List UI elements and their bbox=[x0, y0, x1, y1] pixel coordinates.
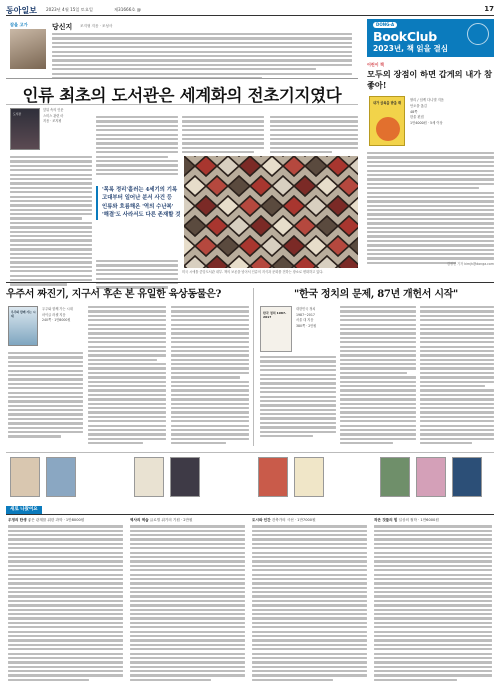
pull-quote-line: 고대부터 일어난 분서 사건 등 bbox=[102, 195, 172, 202]
article-column bbox=[10, 156, 92, 286]
new-book-column bbox=[8, 518, 123, 681]
divider bbox=[6, 514, 494, 515]
new-book-item bbox=[252, 518, 367, 523]
pull-quote-line: '해결'도 사라서도 다른 존재할 것 bbox=[102, 212, 181, 219]
new-books-tag: 새로 나왔어요 bbox=[6, 506, 42, 514]
book-cover bbox=[10, 108, 40, 150]
story2-meta-line: 우주와 함께 가는 시대 bbox=[42, 307, 73, 311]
new-book-blurb bbox=[8, 525, 123, 681]
article-column bbox=[96, 116, 178, 175]
kids-cover-title: 내가 굴욕을 받을 때 bbox=[373, 101, 401, 105]
story2-headline: 우주서 짜진기, 지구서 후손 본 유일한 육상동물은? bbox=[6, 289, 222, 300]
story3-meta-line: 380쪽 · 2만원 bbox=[296, 323, 317, 328]
article-column bbox=[340, 306, 416, 444]
page-number: 17 bbox=[484, 5, 494, 13]
book-thumbnail bbox=[294, 457, 324, 497]
book-thumbnail bbox=[46, 457, 76, 497]
author-photo bbox=[10, 29, 46, 69]
section-divider bbox=[6, 282, 494, 283]
book-cover-title: 도서관 bbox=[13, 112, 22, 116]
bookclub-kicker: DONG-A bbox=[373, 22, 397, 28]
column-divider bbox=[253, 288, 254, 446]
new-book-item bbox=[374, 518, 492, 523]
bookclub-name: BookClub bbox=[373, 29, 437, 44]
new-book-title: 작은 것들의 힘 bbox=[374, 518, 398, 522]
pull-quote-line: 인류와 흐름해온 '역의 수난복' bbox=[102, 203, 174, 210]
story3-headline: "한국 정치의 문제, 87년 개헌서 시작" bbox=[294, 289, 458, 300]
new-book-item bbox=[8, 518, 123, 523]
book-thumbnail bbox=[170, 457, 200, 497]
author-name: 당신지 bbox=[52, 23, 73, 31]
article-column bbox=[88, 306, 166, 444]
kids-headline: 모두의 장점이 하면 갑게의 내가 참 좋아! bbox=[367, 69, 492, 91]
new-book-detail: 좋은 관계를 위한 과학 · 1만8000원 bbox=[27, 518, 85, 522]
book-meta-line: 앞뒤 속의 인문 bbox=[43, 108, 64, 112]
column-body bbox=[52, 33, 352, 79]
new-book-blurb bbox=[130, 525, 245, 681]
new-book-title: 도시와 인간 bbox=[252, 518, 271, 522]
new-book-detail: 일상의 철학 · 1만6000원 bbox=[398, 518, 439, 522]
book-meta-line: 스미스 관련 마 bbox=[43, 113, 64, 118]
bookclub-banner bbox=[367, 19, 494, 57]
new-book-blurb bbox=[374, 525, 492, 681]
article-column bbox=[270, 116, 358, 153]
new-book-item bbox=[130, 518, 245, 523]
story2-meta-line: 240쪽 · 1만8000원 bbox=[42, 318, 71, 323]
pull-quote-line: '목록 정리'흘러는 4세기의 기록 bbox=[102, 187, 178, 193]
new-book-title: 역사의 역습 bbox=[130, 518, 149, 522]
divider bbox=[6, 78, 358, 79]
kids-meta-line: 1만4000원 · 5세 이상 bbox=[410, 121, 443, 126]
divider bbox=[6, 104, 358, 105]
article-column bbox=[260, 356, 336, 437]
kids-book-cover bbox=[369, 96, 405, 146]
book-thumbnail bbox=[258, 457, 288, 497]
new-book-title: 우정의 탄생 bbox=[8, 518, 27, 522]
story3-meta-line: 서울 대 지음 bbox=[296, 318, 314, 323]
book-meta-line: 지음 · 조지평 bbox=[43, 119, 62, 124]
story3-meta-line: 대한민국 정치 bbox=[296, 307, 316, 311]
masthead bbox=[6, 4, 494, 16]
column-tag: 잠을 고가 bbox=[10, 22, 28, 27]
book-thumbnail bbox=[380, 457, 410, 497]
paper-name: 동아일보 bbox=[6, 5, 37, 15]
book-thumbnail bbox=[452, 457, 482, 497]
author-role: 조지형 지음 · 조성사 bbox=[80, 24, 113, 28]
story2-book-meta bbox=[42, 307, 82, 324]
paper-date: 2023년 4월 15일 토요일 bbox=[46, 7, 93, 12]
new-book-column bbox=[252, 518, 367, 681]
kids-meta-line: 48쪽 bbox=[410, 109, 418, 114]
kids-byline: 김정현 기자 kimjh@donga.com bbox=[446, 262, 494, 266]
story3-cover-title: 한국 정치 1987-2017 bbox=[263, 311, 287, 320]
bookclub-circle-icon bbox=[467, 23, 489, 45]
kids-meta-line: 딸리 / 임케 다니엘 지음 bbox=[410, 98, 444, 102]
photo-caption: 미국 시애틀 중앙도서관 내부. 책의 보존을 넘어서 인류의 지식과 문화를 전하는 장소로 변화하고 있다. bbox=[182, 270, 324, 274]
book-thumbnails-row bbox=[6, 452, 494, 500]
new-book-detail: 건축가의 시선 · 1만7000원 bbox=[271, 518, 316, 522]
new-book-column bbox=[130, 518, 245, 681]
article-column bbox=[8, 352, 83, 438]
paper-issue: 제31666호 @ bbox=[114, 7, 141, 12]
story3-book-meta bbox=[296, 307, 336, 330]
new-book-column bbox=[374, 518, 492, 681]
article-column bbox=[420, 306, 494, 444]
story2-cover-title: 우주와 함께 가는 시대 bbox=[11, 310, 36, 319]
story3-meta-line: 1987~2017 bbox=[296, 312, 315, 317]
bookclub-subtitle: 2023년, 책 읽을 결심 bbox=[373, 44, 449, 53]
article-column bbox=[182, 116, 264, 153]
kids-section-tag: 어린이 책 bbox=[367, 62, 384, 67]
story2-meta-line: 마이클 러셀 지음 bbox=[42, 312, 66, 317]
book-thumbnail bbox=[134, 457, 164, 497]
kids-meta-line: 한울 편집 bbox=[410, 115, 424, 120]
story2-book-cover bbox=[8, 306, 38, 346]
main-headline: 인류 최초의 도서관은 세계화의 전초기지였다 bbox=[22, 86, 342, 105]
kids-article-body bbox=[367, 152, 494, 264]
library-photo bbox=[184, 156, 358, 268]
article-column bbox=[96, 260, 178, 289]
story3-book-cover bbox=[260, 306, 292, 352]
kids-book-meta bbox=[410, 98, 492, 127]
new-book-detail: 글로벌 위기의 기원 · 2만원 bbox=[149, 518, 193, 522]
book-thumbnail bbox=[416, 457, 446, 497]
book-meta bbox=[43, 108, 83, 125]
article-column bbox=[171, 306, 249, 444]
bookshelf-image bbox=[184, 156, 358, 268]
kids-cover-illustration bbox=[376, 117, 400, 141]
new-book-blurb bbox=[252, 525, 367, 681]
kids-meta-line: 안오을 옮김 bbox=[410, 103, 427, 108]
book-thumbnail bbox=[10, 457, 40, 497]
